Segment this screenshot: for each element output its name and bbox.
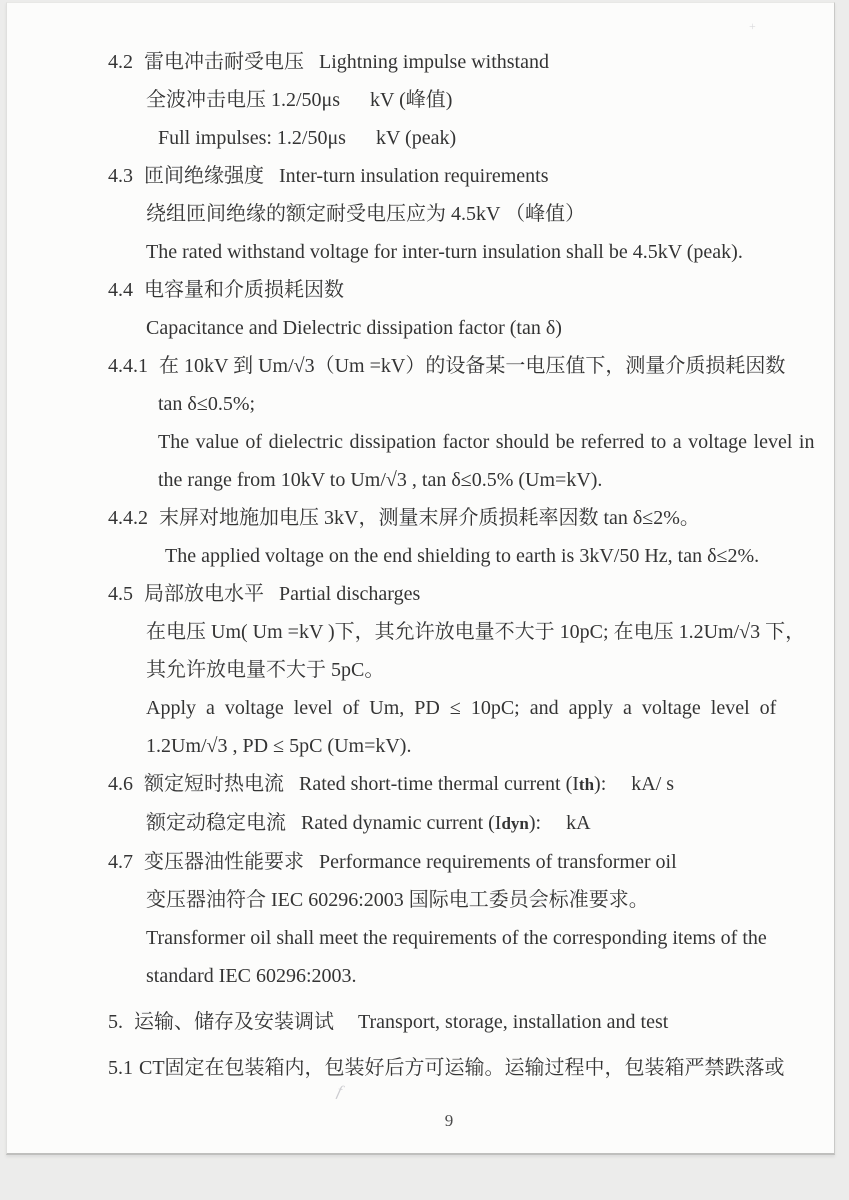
body-line-oil-en-2 <box>146 957 790 995</box>
heading-4-5 <box>108 575 790 613</box>
heading-zh: 运输、储存及安装调试 <box>134 1011 334 1033</box>
section-number: 5.1 <box>108 1057 133 1079</box>
heading-4-2 <box>108 43 790 81</box>
body-en: Rated dynamic current (I <box>301 812 502 834</box>
heading-zh: CT固定在包装箱内，包装好后方可运输。运输过程中，包装箱严禁跌落或 <box>139 1057 785 1079</box>
heading-zh: 在 10kV 到 Um/√3（Um =kV）的设备某一电压值下，测量介质损耗因数 <box>159 355 786 377</box>
section-number: 4.5 <box>108 583 133 605</box>
body-line-tan-delta <box>158 385 790 423</box>
body-text: 变压器油符合 IEC 60296:2003 国际电工委员会标准要求。 <box>146 889 649 911</box>
section-number: 4.4.1 <box>108 355 148 377</box>
body-text: tan δ≤0.5%; <box>158 393 256 415</box>
body-text: The value of dielectric dissipation factor should be referred to a voltage level in <box>158 431 815 453</box>
body-line-pd-zh-2 <box>146 651 790 689</box>
body-text: 绕组匝间绝缘的额定耐受电压应为 4.5kV （峰值） <box>146 203 586 225</box>
section-number: 4.6 <box>108 773 133 795</box>
body-line-capacitance-en <box>146 309 790 347</box>
body-line-end-shielding-en <box>165 537 790 575</box>
heading-4-4 <box>108 271 790 309</box>
heading-en-tail: ): kA/ s <box>594 773 675 795</box>
body-text: 1.2Um/√3 , PD ≤ 5pC (Um=kV). <box>146 735 412 757</box>
body-text: 在电压 Um( Um =kV )下，其允许放电量不大于 10pC; 在电压 1.2Um/√3 下， <box>146 621 806 643</box>
body-text: 其允许放电量不大于 5pC。 <box>146 659 385 681</box>
body-text: Apply a voltage level of Um, PD ≤ 10pC; and apply a voltage level of <box>146 697 777 719</box>
heading-5 <box>108 1003 790 1041</box>
heading-en: Rated short-time thermal current (I <box>299 773 579 795</box>
section-number: 4.4.2 <box>108 507 148 529</box>
body-text: The applied voltage on the end shielding to earth is 3kV/50 Hz, tan δ≤2%. <box>165 545 760 567</box>
document-body <box>7 3 834 1131</box>
body-text: Full impulses: 1.2/50μs kV (peak) <box>158 127 457 149</box>
body-line-dissipation-en-1 <box>158 423 815 461</box>
scanned-page <box>6 2 835 1155</box>
heading-zh: 额定短时热电流 <box>144 773 284 795</box>
body-text: the range from 10kV to Um/√3 , tan δ≤0.5% (Um=kV). <box>158 469 603 491</box>
body-line-full-wave-zh <box>146 81 790 119</box>
heading-en: Partial discharges <box>279 583 421 605</box>
body-line-pd-en-2 <box>146 727 790 765</box>
body-line-pd-en-1 <box>146 689 790 727</box>
body-line-oil-zh <box>146 881 790 919</box>
heading-5-1 <box>108 1049 790 1087</box>
body-text: The rated withstand voltage for inter-turn insulation shall be 4.5kV (peak). <box>146 241 743 263</box>
body-text: Transformer oil shall meet the requirements of the corresponding items of the <box>146 927 767 949</box>
body-line-interturn-en <box>146 233 790 271</box>
body-text: 全波冲击电压 1.2/50μs kV (峰值) <box>146 89 453 111</box>
heading-zh: 变压器油性能要求 <box>144 851 304 873</box>
body-zh: 额定动稳定电流 <box>146 812 286 834</box>
body-text: Capacitance and Dielectric dissipation factor (tan δ) <box>146 317 562 339</box>
body-line-oil-en-1 <box>146 919 790 957</box>
section-number: 4.3 <box>108 165 133 187</box>
body-text: standard IEC 60296:2003. <box>146 965 357 987</box>
heading-zh: 末屏对地施加电压 3kV，测量末屏介质损耗率因数 tan δ≤2%。 <box>159 507 700 529</box>
heading-zh: 局部放电水平 <box>144 583 264 605</box>
heading-zh: 雷电冲击耐受电压 <box>144 51 304 73</box>
scan-speck-top: + <box>749 19 756 33</box>
section-number: 4.2 <box>108 51 133 73</box>
page-number: 9 <box>444 1111 454 1130</box>
subscript-idyn: dyn <box>501 814 529 833</box>
section-number: 4.4 <box>108 279 133 301</box>
heading-en: Inter-turn insulation requirements <box>279 165 549 187</box>
subscript-ith: th <box>578 775 595 794</box>
heading-4-7 <box>108 843 790 881</box>
section-number: 4.7 <box>108 851 133 873</box>
body-line-dissipation-en-2 <box>158 461 790 499</box>
heading-4-4-2 <box>108 499 790 537</box>
heading-4-6 <box>108 765 790 804</box>
body-line-dynamic-current <box>146 804 790 843</box>
body-line-full-impulses-en <box>158 119 790 157</box>
section-number: 5. <box>108 1011 123 1033</box>
body-line-interturn-zh <box>146 195 790 233</box>
body-en-tail: ): kA <box>528 812 591 834</box>
heading-4-3 <box>108 157 790 195</box>
heading-4-4-1 <box>108 347 790 385</box>
heading-zh: 电容量和介质损耗因数 <box>144 279 344 301</box>
heading-en: Lightning impulse withstand <box>319 51 549 73</box>
scan-artifact-mark: f <box>335 1082 344 1101</box>
heading-zh: 匝间绝缘强度 <box>144 165 264 187</box>
heading-en: Performance requirements of transformer oil <box>319 851 677 873</box>
heading-en: Transport, storage, installation and test <box>358 1011 669 1033</box>
body-line-pd-zh-1 <box>146 613 806 651</box>
